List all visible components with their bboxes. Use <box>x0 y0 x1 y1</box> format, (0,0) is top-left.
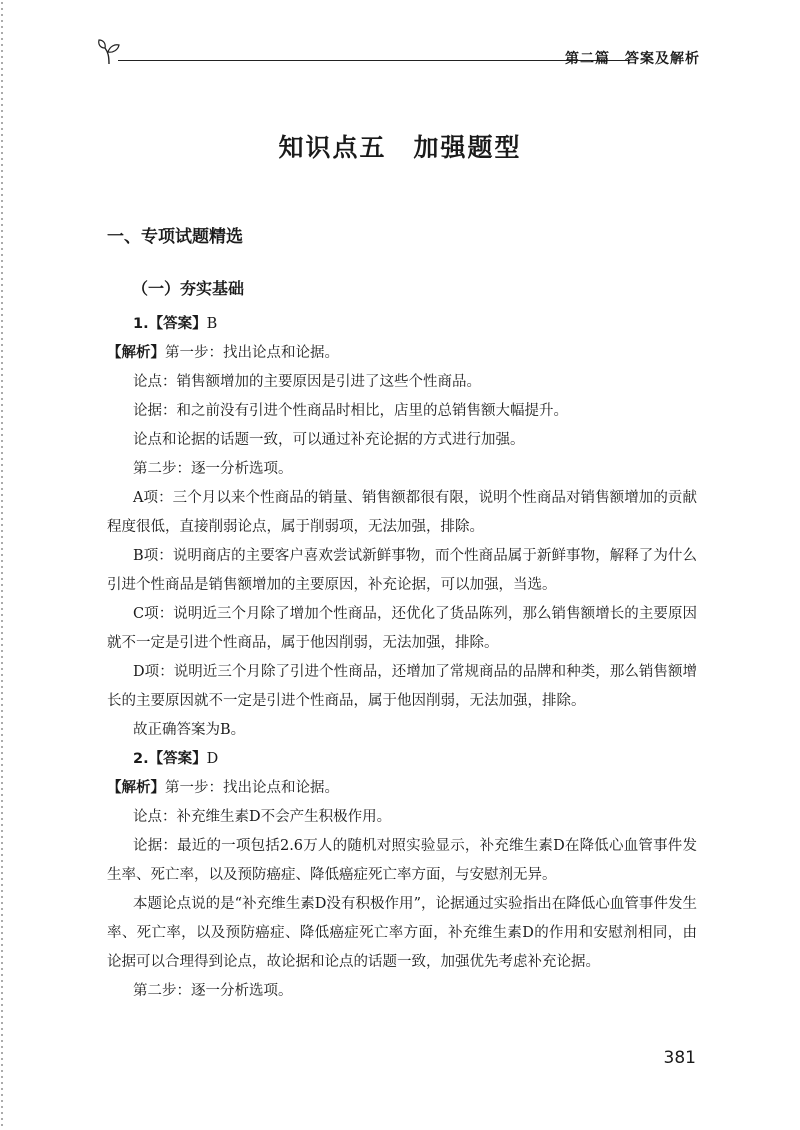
q1-option-a: A项：三个月以来个性商品的销量、销售额都很有限，说明个性商品对销售额增加的贡献程度很低，直接削弱论点，属于削弱项，无法加强，排除。 <box>107 490 697 535</box>
q1-answer-value: B <box>206 316 218 332</box>
q2-discussion: 本题论点说的是“补充维生素D没有积极作用”，论据通过实验指出在降低心血管事件发生率、死亡率，以及预防癌症、降低癌症死亡率方面，补充维生素D的作用和安慰剂相同，由论据可以合理得到论点，故论据和论点的话题一致，加强优先考虑补充论据。 <box>107 896 697 970</box>
heading-level2: （一）夯实基础 <box>132 279 245 298</box>
q1-answer <box>107 310 697 339</box>
section-title: 第二篇 答案及解析 <box>565 51 700 67</box>
q2-answer-label: 2.【答案】 <box>133 751 207 767</box>
q1-step1: 第一步：找出论点和论据。 <box>165 345 339 361</box>
q2-evidence: 论据：最近的一项包括2.6万人的随机对照实验显示，补充维生素D在降低心血管事件发生率、死亡率，以及预防癌症、降低癌症死亡率方面，与安慰剂无异。 <box>107 838 697 883</box>
page-title: 知识点五 加强题型 <box>278 133 522 162</box>
page-number: 381 <box>663 1048 696 1068</box>
q2-step1: 第一步：找出论点和论据。 <box>165 780 339 796</box>
answer-body <box>107 310 697 1006</box>
page-header <box>96 38 700 68</box>
q2-claim: 论点：补充维生素D不会产生积极作用。 <box>133 809 392 825</box>
q1-evidence: 论据：和之前没有引进个性商品时相比，店里的总销售额大幅提升。 <box>133 403 568 419</box>
q1-option-b: B项：说明商店的主要客户喜欢尝试新鲜事物，而个性商品属于新鲜事物，解释了为什么引进个性商品是销售额增加的主要原因，补充论据，可以加强，当选。 <box>107 548 697 593</box>
q2-answer <box>107 745 697 774</box>
scan-edge-dots <box>0 0 4 1130</box>
q1-analysis <box>107 339 697 368</box>
heading-level1: 一、专项试题精选 <box>107 227 243 247</box>
q2-analysis-label: 【解析】 <box>107 780 165 796</box>
q1-consistency: 论点和论据的话题一致，可以通过补充论据的方式进行加强。 <box>133 432 525 448</box>
q2-step2: 第二步：逐一分析选项。 <box>133 983 293 999</box>
q2-answer-value: D <box>206 751 219 767</box>
q2-analysis <box>107 774 697 803</box>
header-rule <box>118 60 630 61</box>
q1-claim: 论点：销售额增加的主要原因是引进了这些个性商品。 <box>133 374 481 390</box>
q1-option-d: D项：说明近三个月除了引进个性商品，还增加了常规商品的品牌和种类，那么销售额增长的主要原因就不一定是引进个性商品，属于他因削弱，无法加强，排除。 <box>107 664 697 709</box>
q1-option-c: C项：说明近三个月除了增加个性商品，还优化了货品陈列，那么销售额增长的主要原因就不一定是引进个性商品，属于他因削弱，无法加强，排除。 <box>107 606 697 651</box>
sprout-icon <box>96 38 122 66</box>
q1-step2: 第二步：逐一分析选项。 <box>133 461 293 477</box>
q1-answer-label: 1.【答案】 <box>133 316 207 332</box>
q1-analysis-label: 【解析】 <box>107 345 165 361</box>
q1-conclusion: 故正确答案为B。 <box>133 722 246 738</box>
